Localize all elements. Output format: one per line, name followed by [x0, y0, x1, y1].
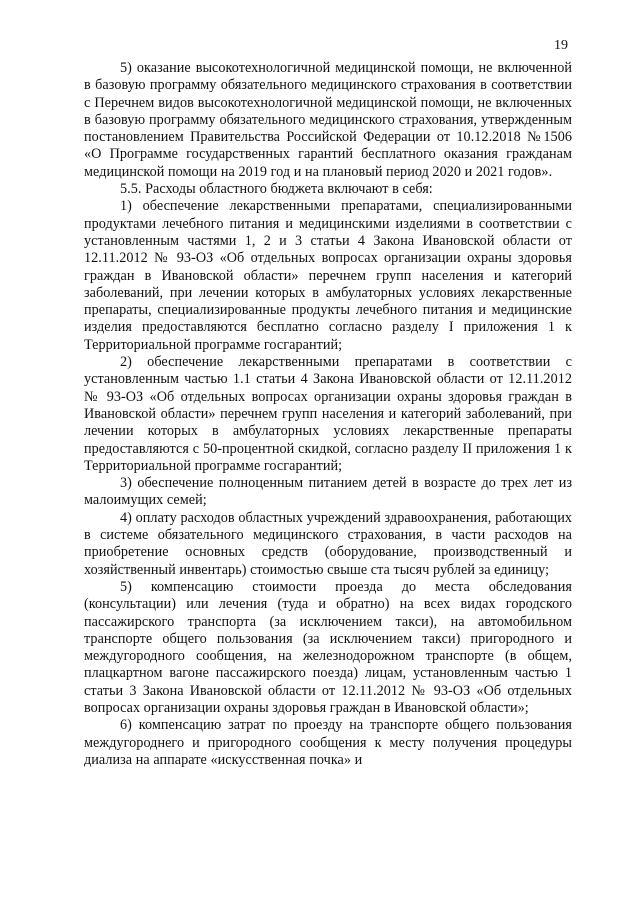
paragraph-item-5-high-tech-care: 5) оказание высокотехнологичной медицинской помощи, не включенной в базовую программу обязательного медицинского страхования в соответствии с Перечнем видов высокотехнологичной медицинской помощи, не включенных в базовую программу обязательного медицинского страхования, утвержденным постановлением Правительства Российской Федерации от 10.12.2018 №1506 «О Программе государственных гарантий бесплатного оказания гражданам медицинской помощи на 2019 год и на плановый период 2020 и 2021 годов». [84, 60, 572, 180]
page-number: 19 [554, 38, 568, 53]
paragraph-item-1-free-medicines: 1) обеспечение лекарственными препаратами, специализированными продуктами лечебного питания и медицинскими изделиями в соответствии с установленным частями 1, 2 и 3 статьи 4 Закона Ивановской области от 12.11.2012 № 93-ОЗ «Об отдельных вопросах организации охраны здоровья граждан в Ивановской области» перечнем групп населения и категорий заболеваний, при лечении которых в амбулаторных условиях лекарственные препараты, специализированные продукты лечебного питания и медицинские изделия предоставляются бесплатно согласно разделу I приложения 1 к Территориальной программе госгарантий; [84, 198, 572, 353]
paragraph-item-2-discount-medicines: 2) обеспечение лекарственными препаратами в соответствии с установленным частью 1.1 статьи 4 Закона Ивановской области от 12.11.2012 № 93-ОЗ «Об отдельных вопросах организации охраны здоровья граждан в Ивановской области» перечнем групп населения и категорий заболеваний, при лечении которых в амбулаторных условиях лекарственные препараты предоставляются с 50-процентной скидкой, согласно разделу II приложения 1 к Территориальной программе госгарантий; [84, 354, 572, 474]
paragraph-item-3-child-nutrition: 3) обеспечение полноценным питанием детей в возрасте до трех лет из малоимущих семей; [84, 475, 572, 509]
paragraph-section-5-5-heading: 5.5. Расходы областного бюджета включают в себя: [120, 181, 433, 198]
paragraph-item-6-dialysis-travel: 6) компенсацию затрат по проезду на транспорте общего пользования междугороднего и пригородного сообщения к месту получения процедуры диализа на аппарате «искусственная почка» и [84, 717, 572, 768]
paragraph-item-5-travel-compensation: 5) компенсацию стоимости проезда до места обследования (консультации) или лечения (туда и обратно) на всех видах городского пассажирского транспорта (за исключением такси), на автомобильном транспорте общего пользования (за исключением такси) пригородного и междугородного сообщения, на железнодорожном транспорте (в общем, плацкартном вагоне пассажирского поезда) лицам, установленным частью 1 статьи 3 Закона Ивановской области от 12.11.2012 № 93-ОЗ «Об отдельных вопросах организации охраны здоровья граждан в Ивановской области»; [84, 578, 572, 716]
paragraph-item-4-equipment-costs: 4) оплату расходов областных учреждений здравоохранения, работающих в системе обязательного медицинского страхования, в части расходов на приобретение основных средств (оборудование, производственный и хозяйственный инвентарь) стоимостью свыше ста тысяч рублей за единицу; [84, 509, 572, 578]
document-body [84, 60, 572, 769]
